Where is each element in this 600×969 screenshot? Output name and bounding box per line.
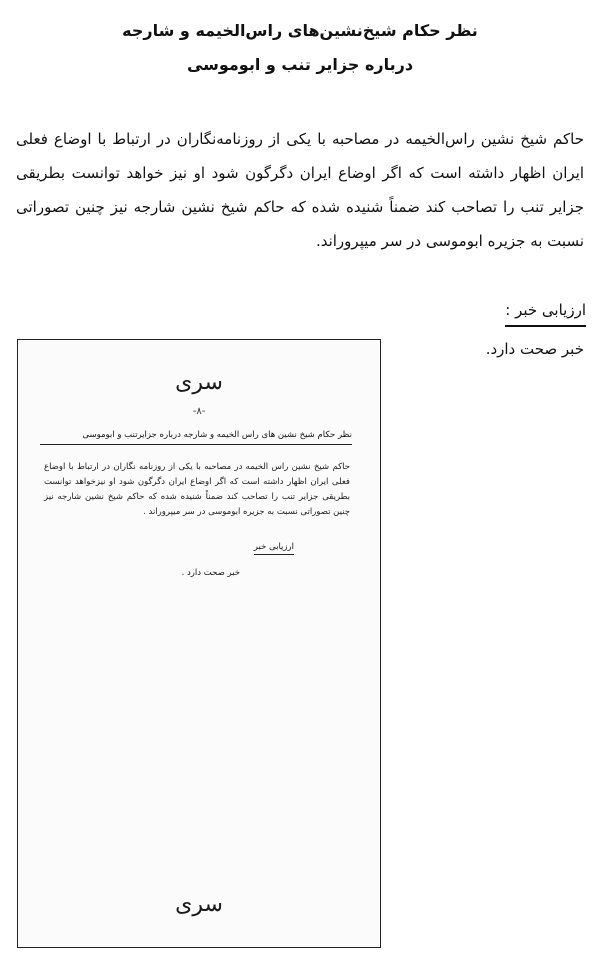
heading-line-1: نظر حکام شیخ‌نشین‌های راس‌الخیمه و شارجه: [122, 21, 478, 40]
heading-line-2: درباره جزایر تنب و ابوموسی: [186, 55, 414, 74]
document-heading: [0, 14, 600, 82]
assessment-label: ارزیابی خبر :: [505, 298, 586, 327]
scan-assessment-label: ارزیابی خبر: [254, 540, 294, 555]
scanned-original-document: [17, 339, 381, 948]
assessment-value: خبر صحت دارد.: [485, 340, 584, 358]
scan-page-number: -۸-: [192, 406, 206, 417]
scan-assessment-value: خبر صحت دارد .: [181, 568, 240, 578]
secret-stamp-top: سری: [175, 370, 223, 395]
report-paragraph: حاکم شیخ نشین راس‌الخیمه در مصاحبه با یکی از روزنامه‌نگاران در ارتباط با اوضاع فعلی ایران اظهار داشته است که اگر اوضاع ایران دگرگون شود او نیز خواهد توانست بطریقی جزایر تنب را تصاحب کند ضمناً شنیده شده که حاکم شیخ نشین شارجه نیز چنین تصوراتی نسبت به جزیره ابوموسی در سر میپروراند.: [16, 130, 584, 250]
scan-body: حاکم شیخ نشین راس الخیمه در مصاحبه با یکی از روزنامه نگاران در ارتباط با اوضاع فعلی ایران اظهار داشته است که اگر اوضاع ایران دگرگون شود او نیزخواهد توانست بطریقی جزایر تنب را تصاحب کند ضمناً شنیده شده که حاکم شیخ نشین شارجه نیز چنین تصوراتی نسبت به جزیره ابوموسی در سر میپروراند .: [44, 462, 350, 517]
secret-stamp-bottom: سری: [175, 892, 223, 917]
scan-title: نظر حکام شیخ نشین های راس الخیمه و شارجه درباره جزایرتنب و ابوموسی: [40, 428, 352, 445]
